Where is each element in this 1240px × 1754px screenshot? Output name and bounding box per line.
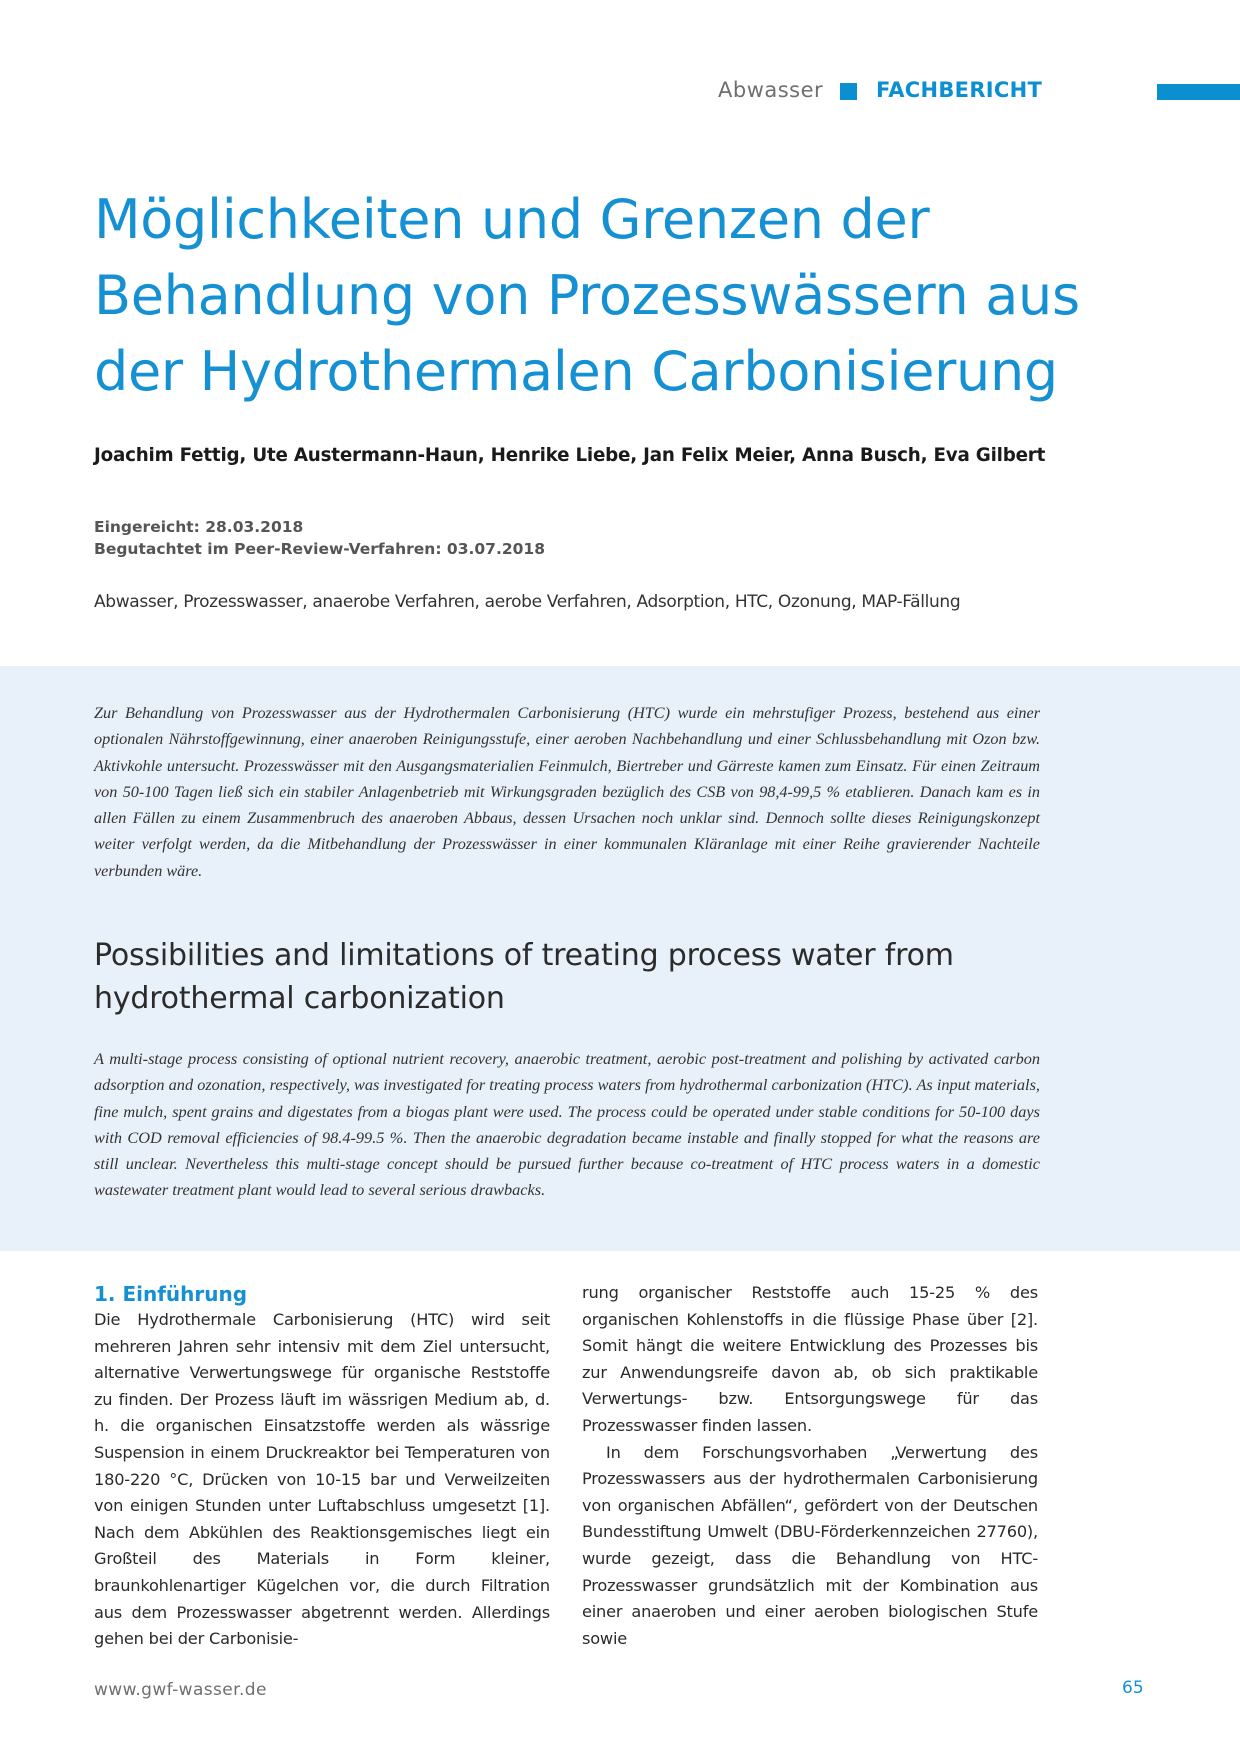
body-paragraph: Die Hydrothermale Carbonisierung (HTC) wird seit mehreren Jahren sehr intensiv mit dem Ziel untersucht, alternative Verwertungswege für organische Reststoffe zu finden. Der Prozess läuft im wässrigen Medium ab, d. h. die organischen Einsatzstoffe werden als wässrige Suspension in einem Druckreaktor bei Temperaturen von 180-220 °C, Drücken von 10-15 bar und Verweilzeiten von einigen Stunden unter Luftabschluss umgesetzt [1]. Nach dem Abkühlen des Reaktionsgemisches liegt ein Großteil des Materials in Form kleiner, braunkohlenartiger Kügelchen vor, die durch Filtration aus dem Prozesswasser abgetrennt werden. Allerdings gehen bei der Carbonisie- [94,1310,550,1649]
article-type-label: FACHBERICHT [876,78,1043,102]
section-heading: 1. Einführung [94,1282,248,1306]
abstract-german: Zur Behandlung von Prozesswasser aus der Hydrothermalen Carbonisierung (HTC) wurde ein mehrstufiger Prozess, bestehend aus einer optionalen Nährstoffgewinnung, einer anaeroben Reinigungsstufe, einer aeroben Nachbehandlung und einer Schlussbehandlung mit Ozon bzw. Aktivkohle untersucht. Prozesswässer mit den Ausgangsmaterialien Feinmulch, Biertreber und Gärreste kamen zum Einsatz. Für einen Zeitraum von 50-100 Tagen ließ sich ein stabiler Anlagenbetrieb mit Wirkungsgraden bezüglich des CSB von 98,4-99,5 % etablieren. Danach kam es in allen Fällen zu einem Zusammenbruch des anaeroben Abbaus, dessen Ursachen noch unklar sind. Dennoch sollte dieses Reinigungskonzept weiter verfolgt werden, da die Mitbehandlung der Prozesswässer in einer kommunalen Kläranlage mit einer Reihe gravierender Nachteile verbunden wäre. [94,704,1040,880]
page-number: 65 [1122,1678,1144,1698]
footer-url[interactable]: www.gwf-wasser.de [94,1680,267,1700]
body-column-left [94,1307,550,1653]
header-accent-bar [1157,84,1240,100]
english-title: Possibilities and limitations of treating process water from hydrothermal carbonization [94,938,954,1016]
abstract-english: A multi-stage process consisting of optional nutrient recovery, anaerobic treatment, aerobic post-treatment and polishing by activated carbon adsorption and ozonation, respectively, was investigated for treating process waters from hydrothermal carbonization (HTC). As input materials, fine mulch, spent grains and digestates from a biogas plant were used. The process could be operated under stable conditions for 50-100 days with COD removal efficiencies of 98.4-99.5 %. Then the anaerobic degradation became instable and finally stopped for what the reasons are still unclear. Nevertheless this multi-stage concept should be pursued further because co-treatment of HTC process waters in a domestic wastewater treatment plant would lead to several serious drawbacks. [94,1049,1040,1200]
body-paragraph: In dem Forschungsvorhaben „Verwertung des Prozesswassers aus der hydrothermalen Carbonisierung von organischen Abfällen“, gefördert von der Deutschen Bundesstiftung Umwelt (DBU-Förderkennzeichen 27760), wurde gezeigt, dass die Behandlung von HTC-Prozesswasser grundsätzlich mit der Kombination aus einer anaeroben und einer aeroben biologischen Stufe sowie [582,1442,1038,1648]
body-paragraph: rung organischer Reststoffe auch 15-25 % des organischen Kohlenstoffs in die flüssige Phase über [2]. Somit hängt die weitere Entwicklung des Prozesses bis zur Anwendungsreife davon ab, ob sich praktikable Verwertungs- bzw. Entsorgungswege für das Prozesswasser finden lassen. [582,1283,1038,1435]
body-column-right [582,1280,1038,1652]
submitted-date: Eingereicht: 28.03.2018 [94,518,304,536]
article-title: Möglichkeiten und Grenzen der Behandlung von Prozesswässern aus der Hydrothermalen Carbonisierung [94,188,1080,403]
author-list: Joachim Fettig, Ute Austermann-Haun, Henrike Liebe, Jan Felix Meier, Anna Busch, Eva Gilbert [94,445,1046,466]
section-divider-square [840,83,857,100]
keywords: Abwasser, Prozesswasser, anaerobe Verfahren, aerobe Verfahren, Adsorption, HTC, Ozonung, MAP-Fällung [94,592,961,612]
section-label: Abwasser [718,78,824,102]
reviewed-date: Begutachtet im Peer-Review-Verfahren: 03.07.2018 [94,540,545,558]
